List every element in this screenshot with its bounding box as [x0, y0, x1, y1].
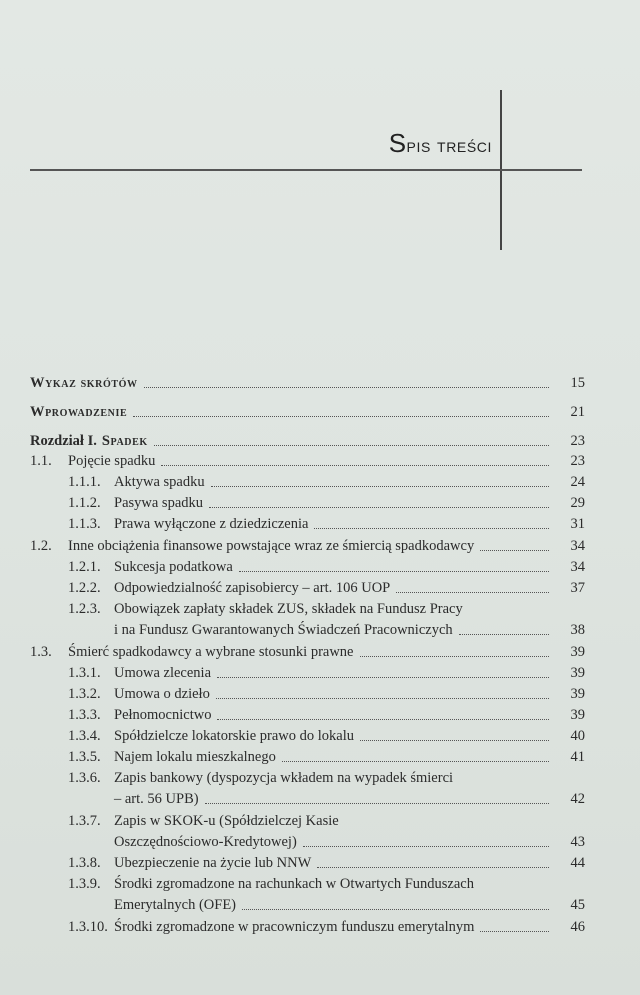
- toc-title: Oszczędnościowo-Kredytowej): [114, 834, 297, 850]
- toc-entry-section[interactable]: [30, 537, 585, 555]
- toc-subsection-number: 1.1.1.: [68, 474, 101, 490]
- dot-leader: [211, 486, 549, 487]
- toc-page-number: 39: [570, 686, 585, 702]
- toc-section-number: 1.3.: [30, 644, 52, 660]
- toc-entry-subsection[interactable]: [30, 748, 585, 766]
- toc-page-number: 46: [570, 919, 585, 935]
- toc-title: Pojęcie spadku: [68, 453, 156, 469]
- toc-entry-subsection[interactable]: [30, 579, 585, 597]
- page-title-rest: pis treści: [406, 135, 492, 157]
- toc-title: Aktywa spadku: [114, 474, 205, 490]
- toc-entry-section[interactable]: [30, 452, 585, 470]
- toc-page-number: 34: [570, 538, 585, 554]
- toc-title: i na Fundusz Gwarantowanych Świadczeń Pracowniczych: [114, 622, 453, 638]
- toc-entry-subsection[interactable]: [30, 769, 585, 808]
- toc-title-line1: Środki zgromadzone na rachunkach w Otwartych Funduszach: [114, 876, 474, 892]
- toc-page-number: 45: [570, 897, 585, 913]
- toc-title: Odpowiedzialność zapisobiercy – art. 106 UOP: [114, 580, 391, 596]
- toc-page-number: 15: [570, 375, 585, 391]
- toc-subsection-number: 1.3.8.: [68, 855, 101, 871]
- toc-title: Umowa zlecenia: [114, 665, 212, 681]
- toc-page-number: 23: [570, 453, 585, 469]
- toc-page-number: 37: [570, 580, 585, 596]
- toc-title: Pełnomocnictwo: [114, 707, 212, 723]
- toc-title-line1: Obowiązek zapłaty składek ZUS, składek na Fundusz Pracy: [114, 601, 463, 617]
- toc-entry-subsection[interactable]: [30, 685, 585, 703]
- toc-subsection-number: 1.3.9.: [68, 876, 101, 892]
- toc-entry-subsection[interactable]: [30, 706, 585, 724]
- toc-entry-subsection[interactable]: [30, 727, 585, 745]
- toc-subsection-number: 1.2.2.: [68, 580, 101, 596]
- toc-title: Ubezpieczenie na życie lub NNW: [114, 855, 312, 871]
- dot-leader: [303, 846, 549, 847]
- toc-entry-subsection[interactable]: [30, 494, 585, 512]
- dot-leader: [217, 677, 549, 678]
- toc-subsection-number: 1.3.4.: [68, 728, 101, 744]
- toc-page-number: 38: [570, 622, 585, 638]
- dot-leader: [205, 803, 549, 804]
- toc-title: Umowa o dzieło: [114, 686, 210, 702]
- toc-title: Śmierć spadkodawcy a wybrane stosunki prawne: [68, 644, 354, 660]
- toc-subsection-number: 1.3.1.: [68, 665, 101, 681]
- dot-leader: [209, 507, 549, 508]
- toc-entry-wykaz[interactable]: [30, 374, 585, 392]
- toc-subsection-number: 1.3.3.: [68, 707, 101, 723]
- toc-page-number: 21: [570, 404, 585, 420]
- dot-leader: [239, 571, 549, 572]
- dot-leader: [360, 740, 549, 741]
- toc-subsection-number: 1.3.2.: [68, 686, 101, 702]
- toc-entry-subsection[interactable]: [30, 600, 585, 639]
- toc-entry-subsection[interactable]: [30, 854, 585, 872]
- dot-leader: [144, 387, 549, 388]
- decorative-horizontal-rule: [30, 169, 582, 171]
- toc-entry-subsection[interactable]: [30, 664, 585, 682]
- toc-subsection-number: 1.3.7.: [68, 813, 101, 829]
- toc-entry-subsection[interactable]: [30, 918, 585, 936]
- toc-title: Najem lokalu mieszkalnego: [114, 749, 276, 765]
- toc-title: Spółdzielcze lokatorskie prawo do lokalu: [114, 728, 354, 744]
- toc-entry-section[interactable]: [30, 643, 585, 661]
- toc-subsection-number: 1.2.3.: [68, 601, 101, 617]
- toc-chapter-number: Rozdział I.: [30, 433, 97, 449]
- toc-title: Emerytalnych (OFE): [114, 897, 237, 913]
- toc-entry-chapter-1[interactable]: [30, 432, 585, 450]
- toc-title: Pasywa spadku: [114, 495, 204, 511]
- toc-page-number: 44: [570, 855, 585, 871]
- dot-leader: [282, 761, 549, 762]
- toc-subsection-number: 1.1.2.: [68, 495, 101, 511]
- toc-entry-subsection[interactable]: [30, 515, 585, 533]
- toc-title: Prawa wyłączone z dziedziczenia: [114, 516, 309, 532]
- dot-leader: [154, 445, 549, 446]
- toc-section-number: 1.2.: [30, 538, 52, 554]
- dot-leader: [216, 698, 549, 699]
- toc-subsection-number: 1.3.10.: [68, 919, 108, 935]
- toc-title: – art. 56 UPB): [114, 791, 199, 807]
- dot-leader: [317, 867, 549, 868]
- toc-page-number: 40: [570, 728, 585, 744]
- dot-leader: [314, 528, 549, 529]
- toc-page-number: 34: [570, 559, 585, 575]
- toc-page-number: 24: [570, 474, 585, 490]
- toc-entry-wprowadzenie[interactable]: [30, 403, 585, 421]
- page-title: [380, 128, 492, 159]
- toc-page-number: 39: [570, 707, 585, 723]
- dot-leader: [360, 656, 550, 657]
- toc-page-number: 23: [570, 433, 585, 449]
- toc-entry-subsection[interactable]: [30, 812, 585, 851]
- toc-page-number: 39: [570, 644, 585, 660]
- dot-leader: [480, 931, 549, 932]
- dot-leader: [217, 719, 549, 720]
- toc-title: Spadek: [101, 433, 148, 449]
- toc-page-number: 31: [570, 516, 585, 532]
- dot-leader: [396, 592, 549, 593]
- toc-title: Wykaz skrótów: [30, 375, 138, 391]
- toc-title-line1: Zapis bankowy (dyspozycja wkładem na wypadek śmierci: [114, 770, 454, 786]
- toc-page-number: 29: [570, 495, 585, 511]
- table-of-contents: [30, 374, 585, 936]
- toc-entry-subsection[interactable]: [30, 875, 585, 914]
- toc-page-number: 41: [570, 749, 585, 765]
- toc-title: Wprowadzenie: [30, 404, 128, 420]
- dot-leader: [459, 634, 549, 635]
- toc-subsection-number: 1.3.5.: [68, 749, 101, 765]
- toc-page-number: 42: [570, 791, 585, 807]
- toc-subsection-number: 1.1.3.: [68, 516, 101, 532]
- toc-subsection-number: 1.3.6.: [68, 770, 101, 786]
- toc-page-number: 39: [570, 665, 585, 681]
- toc-page-number: 43: [570, 834, 585, 850]
- toc-section-number: 1.1.: [30, 453, 52, 469]
- page-title-initial: S: [388, 128, 407, 158]
- toc-title: Sukcesja podatkowa: [114, 559, 233, 575]
- toc-title-line1: Zapis w SKOK-u (Spółdzielczej Kasie: [114, 813, 339, 829]
- dot-leader: [133, 416, 549, 417]
- dot-leader: [242, 909, 549, 910]
- toc-entry-subsection[interactable]: [30, 558, 585, 576]
- dot-leader: [161, 465, 549, 466]
- toc-title: Inne obciążenia finansowe powstające wraz ze śmiercią spadkodawcy: [68, 538, 475, 554]
- toc-subsection-number: 1.2.1.: [68, 559, 101, 575]
- dot-leader: [480, 550, 549, 551]
- toc-entry-subsection[interactable]: [30, 473, 585, 491]
- toc-title: Środki zgromadzone w pracowniczym funduszu emerytalnym: [114, 919, 475, 935]
